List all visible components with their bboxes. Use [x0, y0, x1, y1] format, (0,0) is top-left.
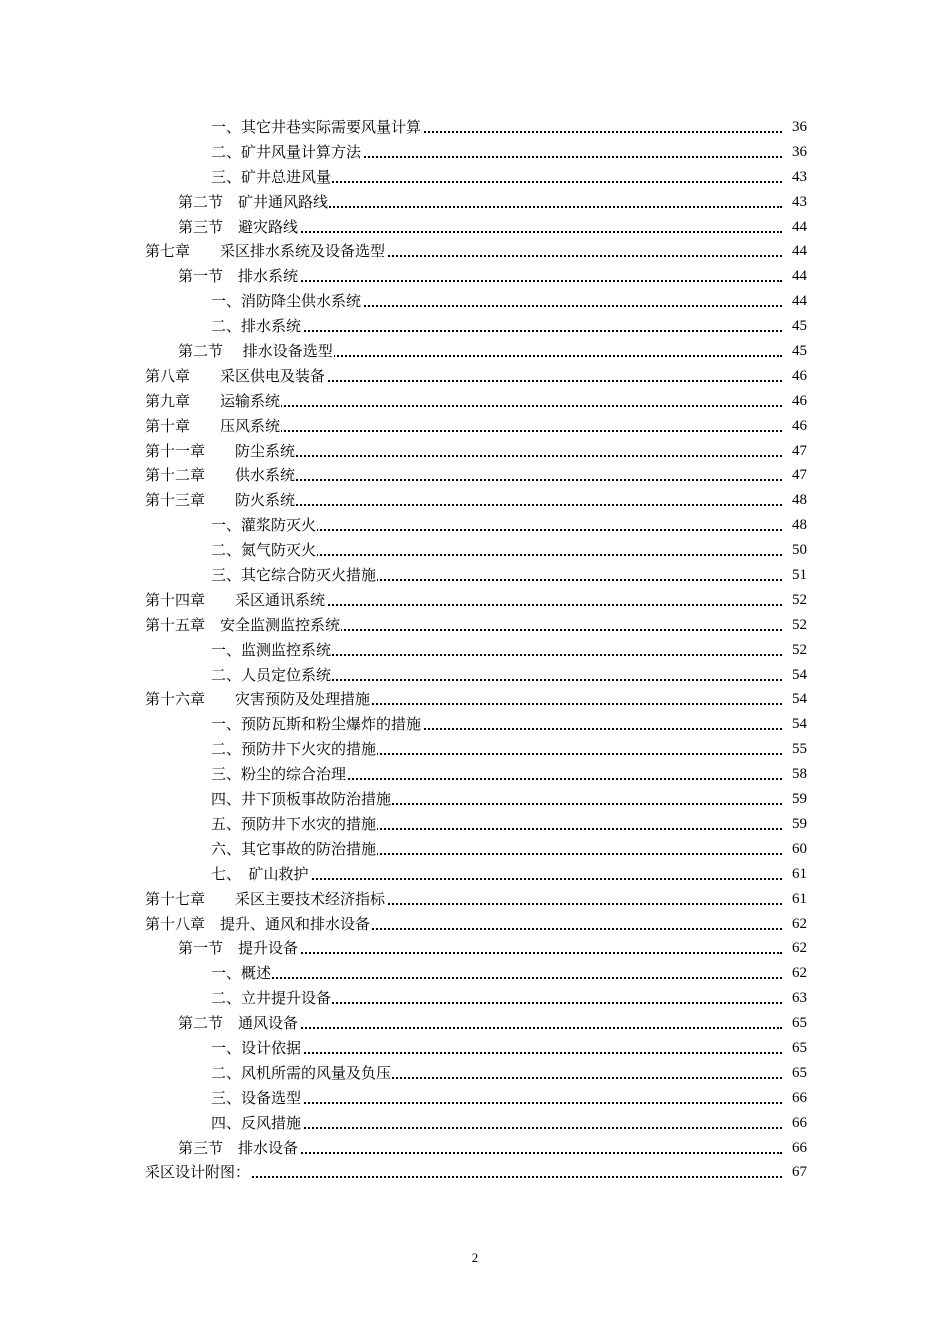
toc-entry-page: 47: [792, 442, 807, 459]
toc-entry-title: 第三节 避灾路线: [178, 215, 299, 240]
toc-entry[interactable]: [0, 190, 950, 215]
toc-entry[interactable]: [0, 414, 950, 439]
toc-entry-page: 50: [792, 542, 807, 559]
toc-entry-title: 第十二章 供水系统: [145, 463, 296, 488]
toc-entry-title: 五、预防井下水灾的措施: [211, 812, 377, 837]
toc-entry-page: 63: [792, 990, 807, 1007]
toc-entry-page: 43: [792, 193, 807, 210]
toc-entry[interactable]: [0, 887, 950, 912]
toc-entry-page: 54: [792, 716, 807, 733]
toc-entry-title: 第十章 压风系统: [145, 414, 281, 439]
toc-entry-page: 66: [792, 1089, 807, 1106]
toc-entry-page: 58: [792, 766, 807, 783]
toc-entry[interactable]: [0, 837, 950, 862]
toc-entry[interactable]: [0, 712, 950, 737]
toc-entry-title: 第一节 排水系统: [178, 264, 299, 289]
toc-entry-title: 三、设备选型: [211, 1086, 302, 1111]
toc-entry-title: 第八章 采区供电及装备: [145, 364, 326, 389]
toc-entry[interactable]: [0, 339, 950, 364]
toc-entry[interactable]: [0, 1061, 950, 1086]
toc-entry-page: 60: [792, 840, 807, 857]
toc-entry-title: 二、人员定位系统: [211, 663, 332, 688]
toc-entry[interactable]: [0, 289, 950, 314]
toc-entry[interactable]: [0, 538, 950, 563]
toc-entry-page: 62: [792, 915, 807, 932]
toc-entry-title: 第二节 通风设备: [178, 1011, 299, 1036]
toc-entry-page: 36: [792, 143, 807, 160]
toc-entry-title: 一、消防降尘供水系统: [211, 289, 362, 314]
toc-entry-page: 52: [792, 591, 807, 608]
toc-entry-title: 第十六章 灾害预防及处理措施: [145, 687, 371, 712]
toc-entry-page: 51: [792, 567, 807, 584]
toc-entry[interactable]: [0, 1160, 950, 1185]
toc-entry-title: 采区设计附图：: [145, 1160, 251, 1185]
toc-entry-title: 第三节 排水设备: [178, 1136, 299, 1161]
toc-entry[interactable]: [0, 264, 950, 289]
toc-entry-title: 六、其它事故的防治措施: [211, 837, 377, 862]
toc-entry-title: 第十一章 防尘系统: [145, 439, 296, 464]
toc-entry-title: 七、 矿山救护: [211, 862, 310, 887]
toc-entry[interactable]: [0, 762, 950, 787]
toc-entry-page: 44: [792, 268, 807, 285]
toc-entry[interactable]: [0, 1011, 950, 1036]
toc-entry-page: 65: [792, 1064, 807, 1081]
toc-entry-title: 第十四章 采区通讯系统: [145, 588, 326, 613]
toc-entry-title: 三、其它综合防灭火措施: [211, 563, 377, 588]
toc-entry-page: 54: [792, 666, 807, 683]
toc-entry-title: 四、井下顶板事故防治措施: [211, 787, 392, 812]
toc-dot-leader: [211, 977, 782, 979]
toc-entry[interactable]: [0, 787, 950, 812]
toc-entry-page: 44: [792, 218, 807, 235]
toc-entry-title: 二、矿井风量计算方法: [211, 140, 362, 165]
toc-entry-page: 46: [792, 367, 807, 384]
toc-entry-title: 二、排水系统: [211, 314, 302, 339]
toc-entry[interactable]: [0, 513, 950, 538]
toc-entry-page: 44: [792, 243, 807, 260]
toc-entry[interactable]: [0, 1086, 950, 1111]
toc-entry-page: 66: [792, 1139, 807, 1156]
toc-entry[interactable]: [0, 687, 950, 712]
toc-entry-page: 65: [792, 1039, 807, 1056]
toc-entry[interactable]: [0, 563, 950, 588]
toc-entry[interactable]: [0, 463, 950, 488]
toc-entry-title: 第十三章 防火系统: [145, 488, 296, 513]
toc-entry-page: 43: [792, 168, 807, 185]
toc-entry[interactable]: [0, 936, 950, 961]
toc-entry-page: 67: [792, 1164, 807, 1181]
toc-entry-page: 48: [792, 492, 807, 509]
toc-entry[interactable]: [0, 613, 950, 638]
toc-entry[interactable]: [0, 115, 950, 140]
toc-entry[interactable]: [0, 737, 950, 762]
toc-entry-title: 第十八章 提升、通风和排水设备: [145, 912, 371, 937]
toc-entry-page: 52: [792, 616, 807, 633]
toc-entry-page: 54: [792, 691, 807, 708]
toc-entry-title: 第七章 采区排水系统及设备选型: [145, 239, 386, 264]
table-of-contents: [0, 115, 950, 1185]
toc-entry-title: 二、立井提升设备: [211, 986, 332, 1011]
toc-entry[interactable]: [0, 961, 950, 986]
toc-entry-title: 一、概述: [211, 961, 272, 986]
toc-entry-page: 47: [792, 467, 807, 484]
toc-entry-page: 62: [792, 965, 807, 982]
toc-entry-title: 一、其它井巷实际需要风量计算: [211, 115, 422, 140]
toc-entry-title: 一、监测监控系统: [211, 638, 332, 663]
toc-entry[interactable]: [0, 1111, 950, 1136]
toc-entry-title: 第一节 提升设备: [178, 936, 299, 961]
toc-entry[interactable]: [0, 239, 950, 264]
toc-entry[interactable]: [0, 663, 950, 688]
toc-entry-title: 第十七章 采区主要技术经济指标: [145, 887, 386, 912]
toc-entry[interactable]: [0, 439, 950, 464]
toc-entry-page: 52: [792, 641, 807, 658]
toc-entry[interactable]: [0, 314, 950, 339]
toc-entry-title: 第九章 运输系统: [145, 389, 281, 414]
toc-entry-title: 三、粉尘的综合治理: [211, 762, 347, 787]
toc-entry[interactable]: [0, 389, 950, 414]
toc-entry-page: 59: [792, 815, 807, 832]
toc-entry-title: 第二节 排水设备选型: [178, 339, 334, 364]
toc-entry-title: 第二节 矿井通风路线: [178, 190, 329, 215]
toc-entry-title: 一、预防瓦斯和粉尘爆炸的措施: [211, 712, 422, 737]
toc-entry-page: 65: [792, 1015, 807, 1032]
toc-entry-title: 四、反风措施: [211, 1111, 302, 1136]
toc-entry-title: 三、矿井总进风量: [211, 165, 332, 190]
toc-entry[interactable]: [0, 1136, 950, 1161]
toc-entry-title: 一、设计依据: [211, 1036, 302, 1061]
toc-entry-page: 61: [792, 865, 807, 882]
toc-entry[interactable]: [0, 912, 950, 937]
toc-entry-title: 一、灌浆防灭火: [211, 513, 317, 538]
toc-entry[interactable]: [0, 862, 950, 887]
page-number: 2: [471, 1250, 479, 1265]
toc-entry[interactable]: [0, 638, 950, 663]
toc-entry-page: 48: [792, 517, 807, 534]
toc-entry-page: 62: [792, 940, 807, 957]
toc-entry[interactable]: [0, 1036, 950, 1061]
toc-entry[interactable]: [0, 488, 950, 513]
toc-entry-page: 46: [792, 417, 807, 434]
toc-entry-title: 第十五章 安全监测监控系统: [145, 613, 341, 638]
toc-entry-title: 二、预防井下火灾的措施: [211, 737, 377, 762]
toc-entry-page: 36: [792, 119, 807, 135]
toc-entry-page: 46: [792, 392, 807, 409]
toc-entry-page: 59: [792, 791, 807, 808]
toc-entry-page: 61: [792, 890, 807, 907]
toc-entry[interactable]: [0, 165, 950, 190]
toc-entry-page: 66: [792, 1114, 807, 1131]
toc-entry-title: 二、风机所需的风量及负压: [211, 1061, 392, 1086]
toc-entry[interactable]: [0, 215, 950, 240]
toc-entry[interactable]: [0, 986, 950, 1011]
toc-entry-title: 二、氮气防灭火: [211, 538, 317, 563]
toc-entry[interactable]: [0, 140, 950, 165]
toc-entry-page: 45: [792, 343, 807, 360]
toc-entry-page: 45: [792, 318, 807, 335]
toc-entry[interactable]: [0, 364, 950, 389]
toc-entry-page: 44: [792, 293, 807, 310]
toc-entry[interactable]: [0, 588, 950, 613]
toc-entry-page: 55: [792, 741, 807, 758]
toc-entry[interactable]: [0, 812, 950, 837]
